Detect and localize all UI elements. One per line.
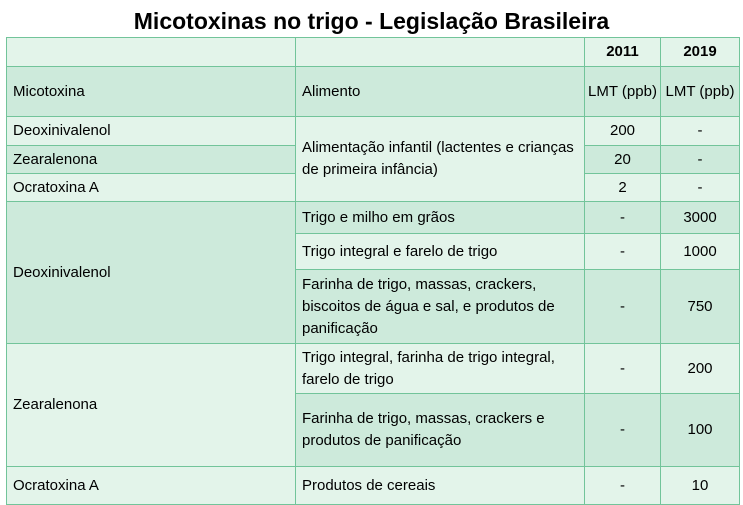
lmt-2011-cell: 2 [585,174,661,202]
lmt-2019-cell: 200 [661,344,740,394]
lmt-2011-cell: 200 [585,117,661,146]
micotoxina-cell: Deoxinivalenol [7,202,296,344]
lmt-2011-cell: 20 [585,146,661,174]
header-micotoxina: Micotoxina [7,67,296,117]
alimento-cell: Trigo integral, farinha de trigo integral, farelo de trigo [296,344,585,394]
micotoxina-cell: Deoxinivalenol [7,117,296,146]
page-title: Micotoxinas no trigo - Legislação Brasileira [133,8,610,34]
year-2011-header: 2011 [585,38,661,67]
alimento-cell: Farinha de trigo, massas, crackers e produtos de panificação [296,394,585,467]
lmt-2019-cell: - [661,174,740,202]
lmt-2019-cell: 1000 [661,234,740,270]
table-row [7,117,740,146]
table-row [7,467,740,505]
lmt-2011-cell: - [585,394,661,467]
alimento-cell: Alimentação infantil (lactentes e crianças de primeira infância) [296,117,585,202]
empty-header-cell [296,38,585,67]
lmt-2019-cell: 10 [661,467,740,505]
lmt-2011-cell: - [585,270,661,344]
table-row-years [7,38,740,67]
lmt-2019-cell: - [661,117,740,146]
table-row [7,202,740,234]
lmt-2011-cell: - [585,234,661,270]
lmt-2019-cell: 3000 [661,202,740,234]
legislation-table [6,37,740,505]
alimento-cell: Trigo integral e farelo de trigo [296,234,585,270]
lmt-2019-cell: 750 [661,270,740,344]
lmt-2019-cell: - [661,146,740,174]
lmt-2011-cell: - [585,202,661,234]
header-alimento: Alimento [296,67,585,117]
micotoxina-cell: Ocratoxina A [7,174,296,202]
alimento-cell: Farinha de trigo, massas, crackers, biscoitos de água e sal, e produtos de panificação [296,270,585,344]
year-2019-header: 2019 [661,38,740,67]
table-row [7,344,740,394]
lmt-2019-cell: 100 [661,394,740,467]
alimento-cell: Produtos de cereais [296,467,585,505]
lmt-2011-cell: - [585,467,661,505]
empty-header-cell [7,38,296,67]
table-row-column-headers [7,67,740,117]
micotoxina-cell: Zearalenona [7,146,296,174]
header-lmt-2011: LMT (ppb) [585,67,661,117]
micotoxina-cell: Ocratoxina A [7,467,296,505]
micotoxina-cell: Zearalenona [7,344,296,467]
lmt-2011-cell: - [585,344,661,394]
alimento-cell: Trigo e milho em grãos [296,202,585,234]
header-lmt-2019: LMT (ppb) [661,67,740,117]
